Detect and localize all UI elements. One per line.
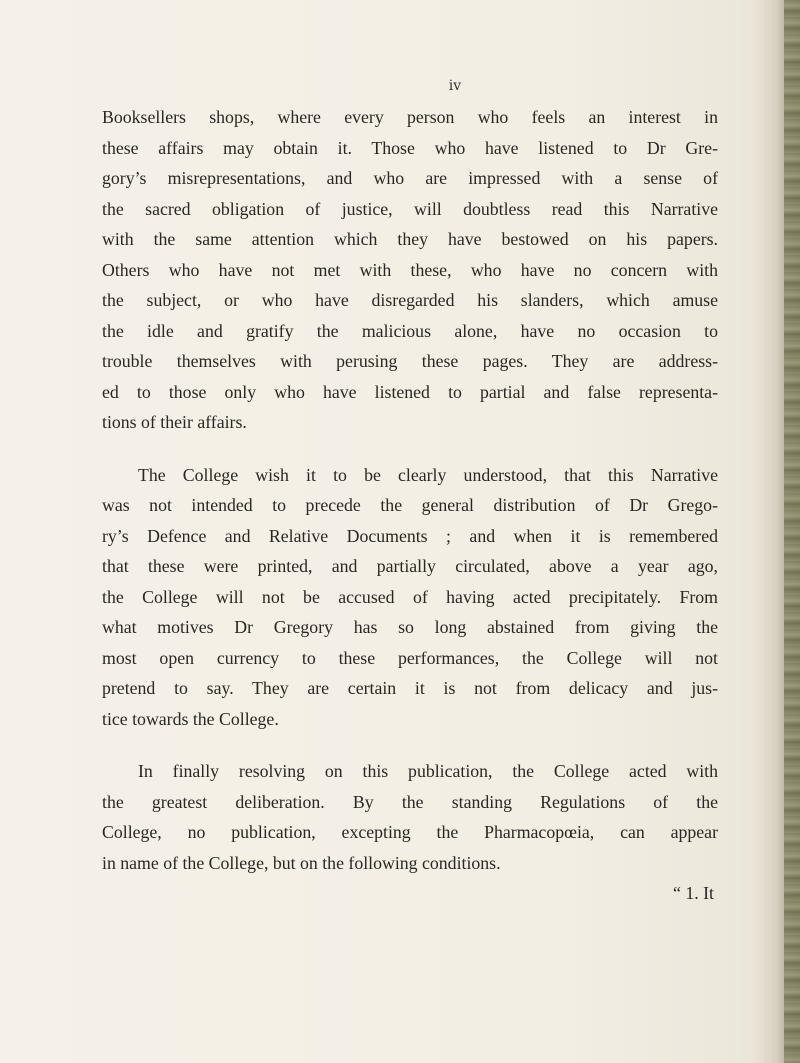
- text-line: the subject, or who have disregarded his slanders, which amuse: [102, 290, 718, 310]
- body-text: [102, 102, 718, 909]
- text-line: with the same attention which they have bestowed on his papers.: [102, 229, 718, 249]
- text-line: trouble themselves with perusing these pages. They are address-: [102, 351, 718, 371]
- page-number: iv: [448, 78, 462, 94]
- paragraph-2: [102, 460, 718, 735]
- text-line: tice towards the College.: [102, 708, 279, 729]
- text-line: ry’s Defence and Relative Documents ; and when it is remembered: [102, 525, 718, 546]
- text-line: the greatest deliberation. By the standing Regulations of the: [102, 791, 718, 812]
- catchword: “ 1. It: [673, 883, 714, 903]
- page-edge: [784, 0, 800, 1063]
- text-line: The College wish it to be clearly understood, that this Narrative: [138, 464, 718, 485]
- text-line: the idle and gratify the malicious alone, have no occasion to: [102, 320, 718, 341]
- text-line: In finally resolving on this publication, the College acted with: [138, 761, 718, 781]
- text-line: in name of the College, but on the following conditions.: [102, 852, 501, 873]
- text-line: most open currency to these performances, the College will not: [102, 647, 718, 668]
- text-line: College, no publication, excepting the Pharmacopœia, can appear: [102, 822, 718, 842]
- text-line: ed to those only who have listened to partial and false representa-: [102, 381, 718, 402]
- text-line: Booksellers shops, where every person who feels an interest in: [102, 107, 718, 127]
- paragraph-3: [102, 756, 718, 878]
- text-line: the sacred obligation of justice, will doubtless read this Narrative: [102, 198, 718, 219]
- text-line: tions of their affairs.: [102, 412, 247, 432]
- text-line: gory’s misrepresentations, and who are impressed with a sense of: [102, 168, 718, 188]
- paragraph-gap: [102, 438, 718, 460]
- text-line: pretend to say. They are certain it is not from delicacy and jus-: [102, 678, 718, 698]
- text-line: the College will not be accused of having acted precipitately. From: [102, 586, 718, 607]
- text-line: that these were printed, and partially circulated, above a year ago,: [102, 556, 718, 576]
- paragraph-1: [102, 102, 718, 438]
- text-line: was not intended to precede the general distribution of Dr Grego-: [102, 495, 718, 515]
- text-line: what motives Dr Gregory has so long abstained from giving the: [102, 617, 718, 637]
- text-line: Others who have not met with these, who have no concern with: [102, 259, 718, 280]
- paragraph-gap: [102, 734, 718, 756]
- text-line: these affairs may obtain it. Those who have listened to Dr Gre-: [102, 137, 718, 158]
